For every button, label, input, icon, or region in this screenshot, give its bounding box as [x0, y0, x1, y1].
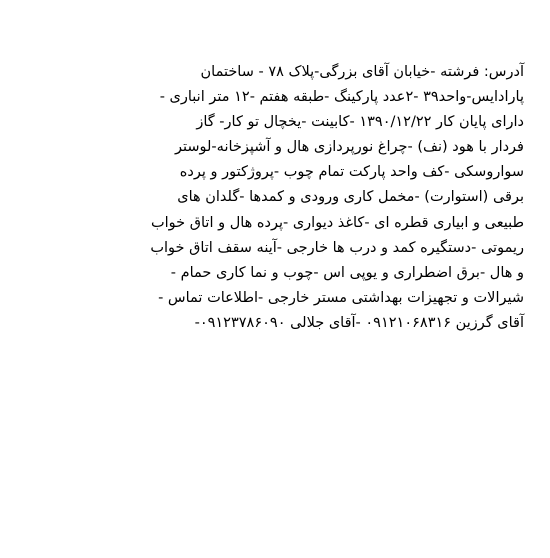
listing-line-flooring: سواروسکی -کف واحد پارکت تمام چوب -پروژکتور و پرده	[179, 164, 524, 181]
listing-description	[50, 60, 524, 336]
listing-line-fixtures: ریموتی -دستگیره کمد و درب ها خارجی -آینه سقف اتاق خواب	[150, 239, 524, 256]
listing-line-contact: آقای گرزین ۰۹۱۲۱۰۶۸۳۱۶ -آقای جلالی ۰۹۱۲۳۷۸۶۰۹۰-	[194, 314, 524, 331]
listing-line-completion: دارای پایان کار ۱۳۹۰/۱۲/۲۲ -کابینت -یخچال تو کار- گاز	[196, 114, 524, 131]
listing-line-curtains: برقی (استوارت) -مخمل کاری ورودی و کمدها -گلدان های	[177, 189, 524, 206]
listing-line-address: آدرس: فرشته -خیابان آقای بزرگی-پلاک ۷۸ - ساختمان	[200, 64, 524, 80]
listing-line-irrigation: طبیعی و ابیاری قطره ای -کاغذ دیواری -پرده هال و اتاق خواب	[151, 214, 524, 231]
listing-line-sanitary: شیرالات و تجهیزات بهداشتی مستر خارجی -اطلاعات تماس -	[158, 289, 524, 306]
listing-line-lighting: فردار با هود (نف) -چراغ نورپردازی هال و آشپزخانه-لوستر	[175, 139, 524, 156]
listing-line-power: و هال -برق اضطراری و یوپی اس -چوب و نما کاری حمام -	[170, 264, 524, 281]
listing-line-unit-parking: پارادایس-واحد۳۹ -۲عدد پارکینگ -طبقه هفتم -۱۲ متر انباری -	[159, 89, 524, 106]
